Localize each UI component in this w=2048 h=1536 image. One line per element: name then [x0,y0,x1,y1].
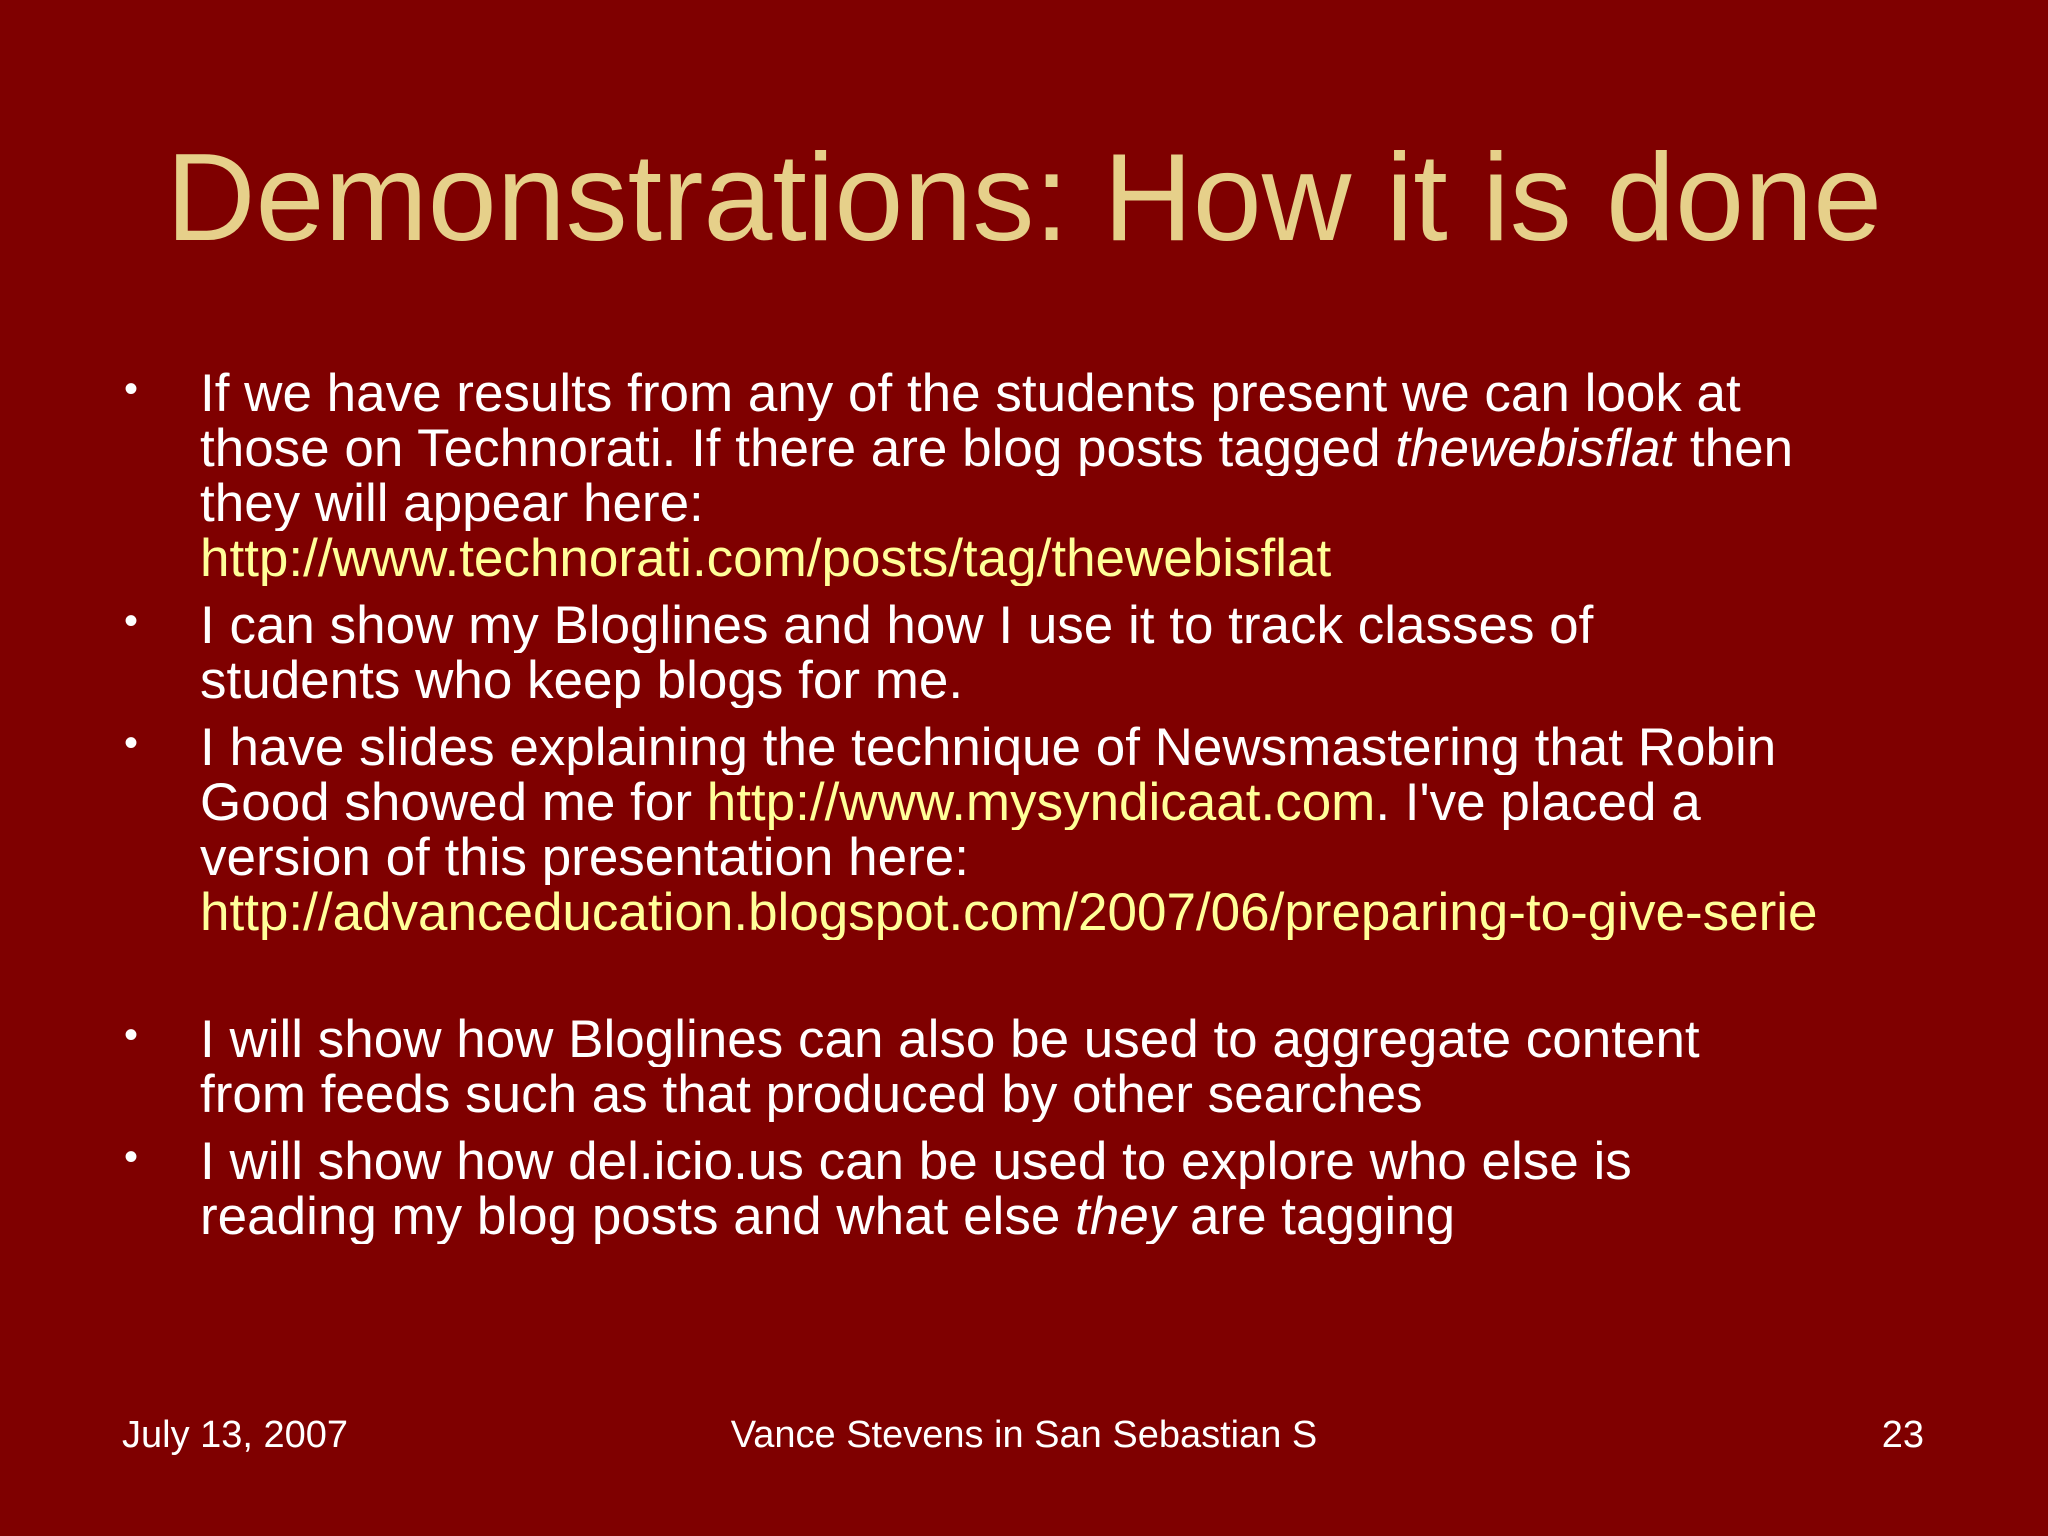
bullet-text-segment: reading my blog posts and what else [200,1189,1076,1244]
bullet-list [120,366,1926,1256]
bullet-text-segment: then [1675,421,1794,476]
bullet-item-newsmastering [120,720,1926,940]
bullet-text-line: version of this presentation here: [200,830,969,885]
bullet-text-line: I have slides explaining the technique of Newsmastering that Robin [200,720,1777,775]
bullet-item-bloglines-classes [120,598,1926,708]
technorati-link[interactable]: http://www.technorati.com/posts/tag/thewebisflat [200,531,1332,586]
bullet-text-line: I will show how Bloglines can also be used to aggregate content [200,1012,1700,1067]
bullet-text-segment: are tagging [1175,1189,1456,1244]
bullet-text-line [200,1189,1926,1244]
slide-number: 23 [1881,1414,1924,1456]
footer-date: July 13, 2007 [122,1414,349,1456]
blogspot-link[interactable]: http://advanceducation.blogspot.com/2007/06/preparing-to-give-serie [200,885,1818,940]
bullet-text-line: If we have results from any of the students present we can look at [200,366,1741,421]
bullet-item-technorati [120,366,1926,586]
bullet-text-line: I can show my Bloglines and how I use it to track classes of [200,598,1594,653]
bullet-text-segment: those on Technorati. If there are blog posts tagged [200,421,1396,476]
bullet-text-segment: . I've placed a [1375,775,1701,830]
bullet-text-line [200,421,1926,476]
bullet-icon: • [124,599,139,643]
tag-emphasis: thewebisflat [1395,421,1676,476]
they-emphasis: they [1075,1189,1176,1244]
bullet-icon: • [124,1013,139,1057]
bullet-text-line: students who keep blogs for me. [200,653,964,708]
slide-title: Demonstrations: How it is done [165,129,1883,267]
bullet-item-delicious [120,1134,1926,1244]
bullet-item-bloglines-aggregate [120,1012,1926,1122]
bullet-text-line [200,775,1926,830]
bullet-text-line: they will appear here: [200,476,704,531]
bullet-text-line: from feeds such as that produced by other searches [200,1067,1423,1122]
bullet-text-line: I will show how del.icio.us can be used to explore who else is [200,1134,1632,1189]
bullet-icon: • [124,721,139,765]
bullet-icon: • [124,1135,139,1179]
bullet-icon: • [124,367,139,411]
bullet-text-segment: Good showed me for [200,775,707,830]
mysyndicaat-link[interactable]: http://www.mysyndicaat.com [706,775,1376,830]
footer-presenter: Vance Stevens in San Sebastian S [730,1414,1318,1456]
